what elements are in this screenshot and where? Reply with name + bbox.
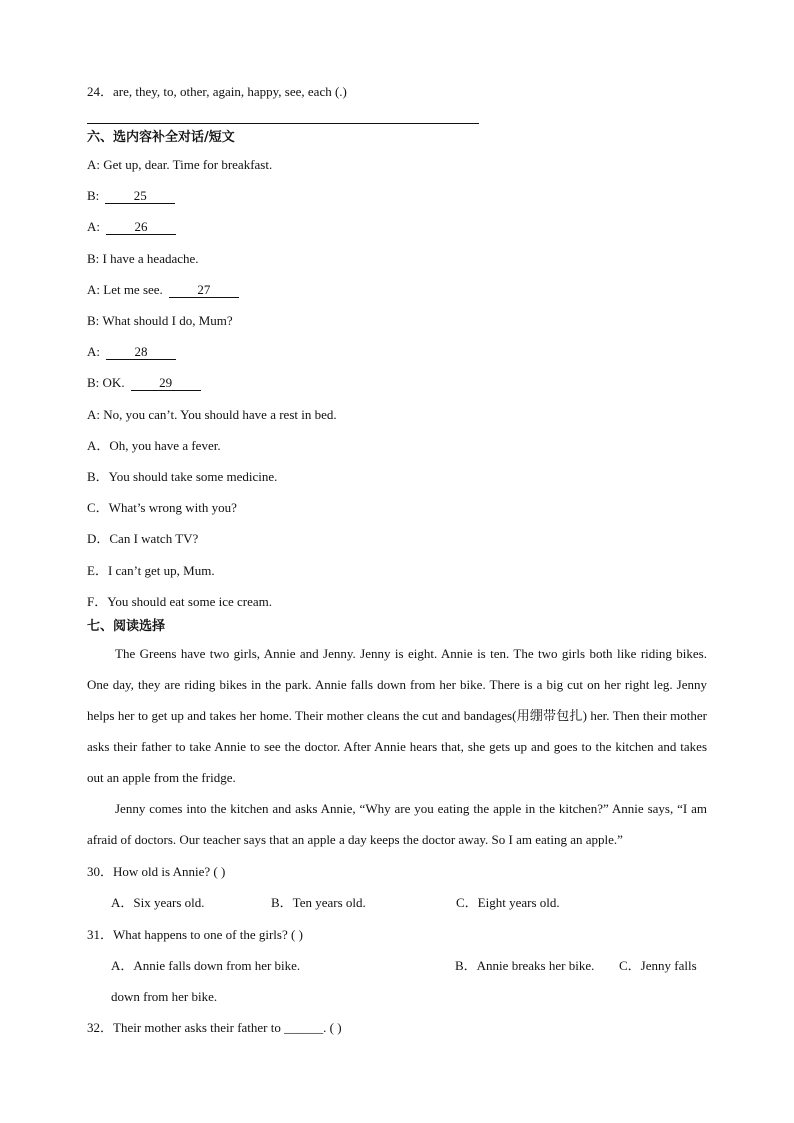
dialogue-text: No, you can’t. You should have a rest in bed.	[103, 407, 337, 422]
blank-25[interactable]: 25	[105, 189, 175, 204]
question-31	[87, 927, 303, 943]
dialogue-line	[87, 251, 199, 267]
dialogue-line	[87, 282, 239, 298]
speaker: A:	[87, 157, 100, 172]
speaker: A:	[87, 407, 100, 422]
speaker: B:	[87, 313, 100, 328]
speaker: A:	[87, 282, 100, 297]
option-letter: D．	[87, 531, 110, 546]
blank-27[interactable]: 27	[169, 283, 239, 298]
option-c[interactable]	[111, 950, 701, 1012]
question-number: 32．	[87, 1020, 114, 1035]
dialogue-line	[87, 219, 176, 235]
question-text: How old is Annie? ( )	[113, 864, 226, 879]
option-text: You should eat some ice cream.	[107, 594, 272, 609]
option-c[interactable]	[87, 500, 237, 516]
option-e[interactable]	[87, 563, 215, 579]
option-d[interactable]	[87, 531, 198, 547]
blank-29[interactable]: 29	[131, 376, 201, 391]
option-letter: A．	[111, 958, 134, 973]
speaker: A:	[87, 344, 100, 359]
speaker: B:	[87, 188, 100, 203]
option-c[interactable]	[456, 895, 560, 911]
option-b[interactable]	[87, 469, 277, 485]
speaker: A:	[87, 219, 100, 234]
option-letter: A．	[111, 895, 134, 910]
dialogue-line	[87, 344, 176, 360]
option-text: Annie falls down from her bike.	[133, 958, 301, 973]
question-30	[87, 864, 225, 880]
option-letter: B．	[87, 469, 109, 484]
question-number: 24．	[87, 84, 114, 99]
option-letter: C．	[456, 895, 478, 910]
section-7-heading: 七、阅读选择	[87, 619, 166, 634]
option-b[interactable]	[271, 895, 366, 911]
option-text: What’s wrong with you?	[108, 500, 237, 515]
option-text: Jenny falls down from her bike.	[111, 958, 697, 1004]
dialogue-text: Let me see.	[103, 282, 163, 297]
question-number: 31．	[87, 927, 114, 942]
section-6-heading: 六、选内容补全对话/短文	[87, 130, 235, 145]
option-text: Annie breaks her bike.	[476, 958, 595, 973]
option-text: You should take some medicine.	[108, 469, 278, 484]
dialogue-text: OK.	[102, 375, 125, 390]
option-letter: B．	[271, 895, 293, 910]
dialogue-text: I have a headache.	[102, 251, 199, 266]
dialogue-line	[87, 313, 233, 329]
question-24	[87, 84, 347, 100]
option-f[interactable]	[87, 594, 272, 610]
option-letter: B．	[455, 958, 477, 973]
blank-26[interactable]: 26	[106, 220, 176, 235]
dialogue-line	[87, 188, 175, 204]
option-text: Six years old.	[133, 895, 205, 910]
option-letter: E．	[87, 563, 108, 578]
option-text: I can’t get up, Mum.	[107, 563, 215, 578]
question-number: 30．	[87, 864, 114, 879]
option-letter: C．	[619, 958, 641, 973]
option-text: Eight years old.	[477, 895, 560, 910]
dialogue-line	[87, 407, 337, 423]
option-letter: A．	[87, 438, 110, 453]
option-text: Can I watch TV?	[109, 531, 199, 546]
dialogue-line	[87, 157, 272, 173]
question-text: What happens to one of the girls? ( )	[113, 927, 303, 942]
option-letter: F．	[87, 594, 108, 609]
option-a[interactable]	[87, 438, 221, 454]
reading-paragraph-2: Jenny comes into the kitchen and asks Annie, “Why are you eating the apple in the kitchen?” Annie says, “I am afraid of doctors. Our teacher says that an apple a day keeps the doctor away. So I am eating an apple.”	[87, 801, 707, 847]
blank-28[interactable]: 28	[106, 345, 176, 360]
speaker: B:	[87, 251, 100, 266]
question-32	[87, 1020, 342, 1036]
reading-paragraph-1: The Greens have two girls, Annie and Jenny. Jenny is eight. Annie is ten. The two girls both like riding bikes. One day, they are riding bikes in the park. Annie falls down from her bike. There is a big cut on her right leg. Jenny helps her to get up and takes her home. Their mother cleans the cut and bandages(用绷带包扎) her. Then their mother asks their father to take Annie to see the doctor. After Annie hears that, she gets up and goes to the kitchen and takes out an apple from the fridge.	[87, 646, 707, 785]
dialogue-text: What should I do, Mum?	[102, 313, 233, 328]
option-letter: C．	[87, 500, 109, 515]
speaker: B:	[87, 375, 100, 390]
dialogue-line	[87, 375, 201, 391]
option-a[interactable]	[111, 895, 205, 911]
question-text: Their mother asks their father to ______. ( )	[113, 1020, 342, 1035]
answer-line[interactable]	[87, 123, 479, 124]
option-text: Oh, you have a fever.	[109, 438, 221, 453]
option-text: Ten years old.	[292, 895, 366, 910]
word-list: are, they, to, other, again, happy, see, each (.)	[113, 84, 347, 99]
dialogue-text: Get up, dear. Time for breakfast.	[103, 157, 273, 172]
